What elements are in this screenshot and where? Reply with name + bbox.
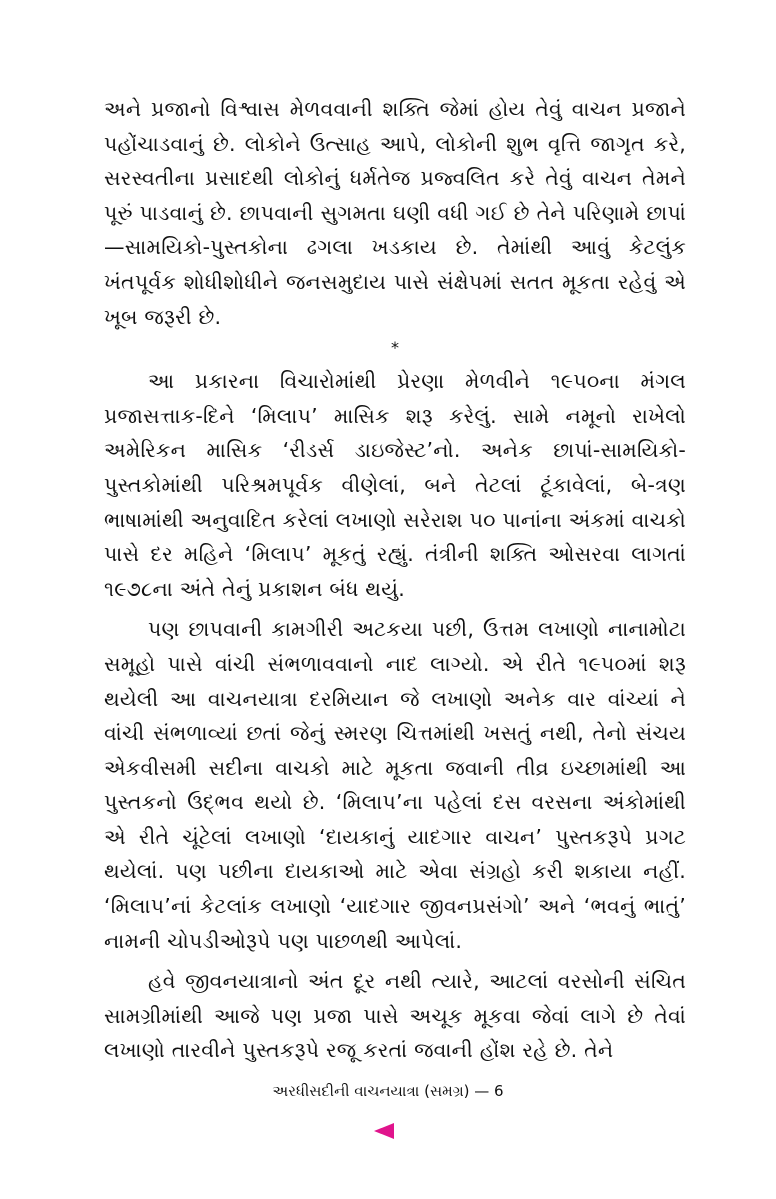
paragraph-4: હવે જીવનયાત્રાનો અંત દૂર નથી ત્યારે, આટલાં વરસોની સંચિત સામગ્રીમાંથી આજે પણ પ્રજા પાસે અચૂક મૂકવા જેવાં લાગે છે તેવાં લખાણો તારવીને પુસ્તકરૂપે રજૂ કરતાં જવાની હોંશ રહે છે. તેને [104,969,686,1063]
paragraph-2: આ પ્રકારના વિચારોમાંથી પ્રેરણા મેળવીને ૧૯૫૦ના મંગલ પ્રજાસત્તાક-દિને ‘મિલાપ’ માસિક શરૂ કરેલું. સામે નમૂનો રાખેલો અમેરિકન માસિક ‘રીડર્સ ડાઇજેસ્ટ’નો. અનેક છાપાં-સામયિકો-પુસ્તકોમાંથી પરિશ્રમપૂર્વક વીણેલાં, બને તેટલાં ટૂંકાવેલાં, બે-ત્રણ ભાષામાંથી અનુવાદિત કરેલાં લખાણો સરેરાશ ૫૦ પાનાંના અંકમાં વાચકો પાસે દર મહિને ‘મિલાપ’ મૂકતું રહ્યું. તંત્રીની શક્તિ ઓસરવા લાગતાં ૧૯૭૮ના અંતે તેનું પ્રકાશન બંધ થયું. [104,369,686,601]
page-footer: અરધીસદીની વાચનયાત્રા (સમગ્ર) — 6 [272,1082,504,1100]
paragraph-3: પણ છાપવાની કામગીરી અટકયા પછી, ઉત્તમ લખાણો નાનામોટા સમૂહો પાસે વાંચી સંભળાવવાનો નાદ લાગ્યો. એ રીતે ૧૯૫૦માં શરૂ થયેલી આ વાચનયાત્રા દરમિયાન જે લખાણો અનેક વાર વાંચ્યાં ને વાંચી સંભળાવ્યાં છતાં જેનું સ્મરણ ચિત્તમાંથી ખસતું નથી, તેનો સંચય એકવીસમી સદીના વાચકો માટે મૂકતા જવાની તીવ્ર ઇચ્છામાંથી આ પુસ્તકનો ઉદ્ભવ થયો છે. ‘મિલાપ’ના પહેલાં દસ વરસના અંકોમાંથી એ રીતે ચૂંટેલાં લખાણો ‘દાયકાનું યાદગાર વાચન’ પુસ્તકરૂપે પ્રગટ થયેલાં. પણ પછીના દાયકાઓ માટે એવા સંગ્રહો કરી શકાયા નહીં. ‘મિલાપ’નાં કેટલાંક લખાણો ‘યાદગાર જીવનપ્રસંગો’ અને ‘ભવનું ભાતું’ નામની ચોપડીઓરૂપે પણ પાછળથી આપેલાં. [104,617,686,953]
page-body [104,92,686,1068]
previous-page-button[interactable] [372,1122,396,1140]
triangle-left-icon [372,1122,396,1140]
section-separator: * [391,338,399,358]
paragraph-1: અને પ્રજાનો વિશ્વાસ મેળવવાની શક્તિ જેમાં હોય તેવું વાચન પ્રજાને પહોંચાડવાનું છે. લોકોને ઉત્સાહ આપે, લોકોની શુભ વૃત્તિ જાગૃત કરે, સરસ્વતીના પ્રસાદથી લોકોનું ધર્મતેજ પ્રજ્વલિત કરે તેવું વાચન તેમને પૂરું પાડવાનું છે. છાપવાની સુગમતા ઘણી વધી ગઈ છે તેને પરિણામે છાપાં—સામયિકો-પુસ્તકોના ઢગલા ખડકાય છે. તેમાંથી આવું કેટલુંક ખંતપૂર્વક શોધીશોધીને જનસમુદાય પાસે સંક્ષેપમાં સતત મૂકતા રહેવું એ ખૂબ જરૂરી છે. [104,97,686,329]
